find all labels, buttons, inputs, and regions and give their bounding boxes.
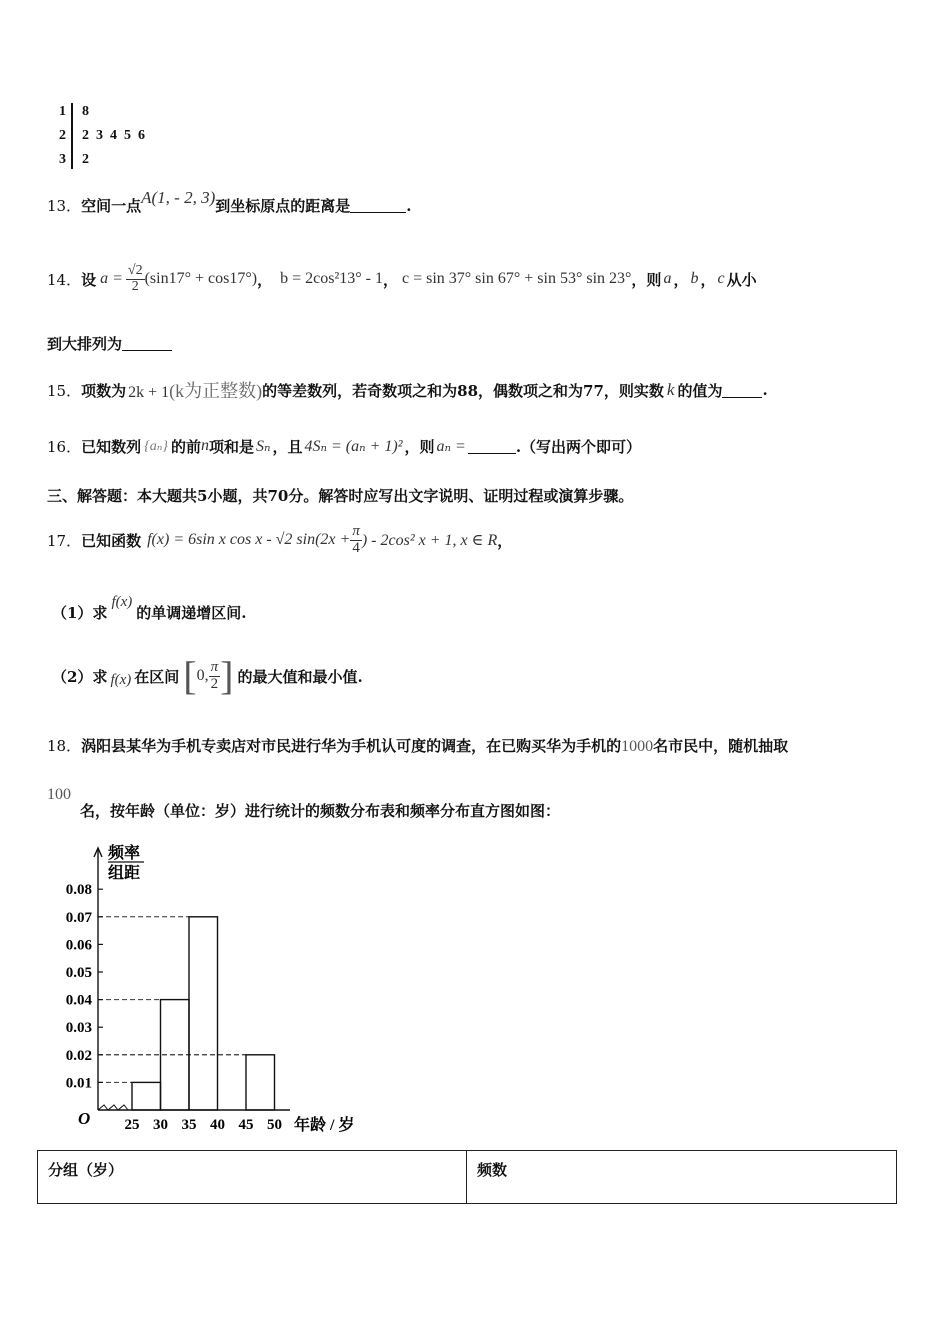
origin-label: O xyxy=(78,1109,91,1128)
question-18-continued: 名，按年龄（单位：岁）进行统计的频数分布表和频率分布直方图如图： xyxy=(80,802,561,820)
question-text: ，则 xyxy=(404,437,435,456)
x-tick-label: 45 xyxy=(238,1117,254,1133)
table-header-cell: 分组（岁） xyxy=(38,1151,467,1204)
fraction-numerator: √2 xyxy=(127,262,143,278)
expression-paren: (k为正整数) xyxy=(169,381,263,401)
question-text: .（写出两个即可） xyxy=(515,437,642,456)
axis-break xyxy=(98,1105,128,1110)
interval-start: 0, xyxy=(196,667,209,684)
question-text: 涡阳县某华为手机专卖店对市民进行华为手机认可度的调查，在已购买华为手机的 xyxy=(81,737,622,755)
x-axis-label: 年龄 / 岁 xyxy=(294,1117,355,1134)
frequency-histogram xyxy=(50,838,370,1138)
variable-b: b xyxy=(690,270,699,287)
y-tick-label: 0.02 xyxy=(65,1047,92,1064)
y-tick-label: 0.06 xyxy=(65,937,92,954)
fraction-denominator: 2 xyxy=(131,278,139,294)
function-fx: f(x) xyxy=(110,671,132,688)
x-tick-label: 40 xyxy=(210,1117,225,1133)
question-14-continued xyxy=(47,333,172,354)
question-text: ， xyxy=(257,270,273,289)
question-17 xyxy=(47,515,512,565)
question-number: 17． xyxy=(47,531,82,550)
question-text: 在区间 xyxy=(134,667,180,686)
a-expression: (sin17° + cos17°) xyxy=(144,270,258,287)
question-text: ， xyxy=(700,270,716,289)
variable-k: k xyxy=(666,380,675,399)
x-tick-label: 25 xyxy=(124,1117,140,1133)
question-text: 项和是 xyxy=(209,437,255,456)
question-number: 16． xyxy=(47,437,82,456)
y-tick-label: 0.08 xyxy=(65,882,92,899)
stem-divider xyxy=(71,103,73,169)
question-text: 到坐标原点的距离是 xyxy=(215,197,351,215)
x-tick-label: 35 xyxy=(181,1117,197,1133)
leaf-values: 8 xyxy=(82,104,89,119)
function-fx: f(x) xyxy=(111,593,133,610)
sum-equation: 4Sₙ = (aₙ + 1)² xyxy=(304,438,403,455)
histogram-bar xyxy=(189,917,218,1110)
question-text: 空间一点 xyxy=(81,197,142,215)
answer-blank xyxy=(122,336,172,351)
fraction-numerator: π xyxy=(352,522,360,539)
question-text: 到大排列为 xyxy=(47,335,123,353)
question-number: 18． xyxy=(47,737,82,755)
b-definition: b = 2cos²13° - 1 xyxy=(280,270,383,287)
number-100: 100 xyxy=(47,786,71,803)
part-label: （2）求 xyxy=(52,667,108,686)
question-15 xyxy=(47,372,768,408)
variable-sn: Sₙ xyxy=(256,438,271,455)
y-tick-label: 0.05 xyxy=(65,965,92,981)
y-tick-label: 0.04 xyxy=(65,992,92,1009)
question-17-part-1 xyxy=(52,592,247,632)
question-text: 的等差数列，若奇数项之和为88，偶数项之和为77，则实数 xyxy=(262,381,664,400)
question-text: . xyxy=(406,197,412,215)
answer-blank xyxy=(350,198,406,213)
number-1000: 1000 xyxy=(621,738,654,755)
fraction-numerator: π xyxy=(210,658,219,675)
y-axis-label-top: 频率 xyxy=(108,845,141,862)
section-heading: 三、解答题：本大题共5小题，共70分。解答时应写出文字说明、证明过程或演算步骤。 xyxy=(47,487,634,505)
fraction-pi-over-2 xyxy=(209,660,221,693)
leaf-values: 2 3 4 5 6 xyxy=(82,128,145,143)
point-a: A(1, - 2, 3) xyxy=(141,188,216,207)
y-tick-label: 0.03 xyxy=(65,1020,92,1037)
answer-blank xyxy=(722,383,762,398)
frequency-table xyxy=(37,1150,897,1204)
a-definition: a = xyxy=(100,270,123,287)
stem-value: 3 xyxy=(59,152,66,167)
question-text: . xyxy=(762,381,768,399)
question-text: 项数为 xyxy=(81,381,127,400)
c-definition: c = sin 37° sin 67° + sin 53° sin 23° xyxy=(401,270,632,287)
question-text: 从小 xyxy=(726,270,757,289)
variable-c: c xyxy=(717,270,725,287)
variable-an: aₙ = xyxy=(436,438,466,455)
question-18 xyxy=(47,735,788,756)
question-text: ， xyxy=(382,270,398,289)
function-definition-tail: ) - 2cos² x + 1, x ∈ R xyxy=(361,532,498,549)
question-text: 的前 xyxy=(170,437,201,456)
variable-n: n xyxy=(201,437,209,454)
interval-bracket: [ 0, $\frac{\pi}{2}$ ] xyxy=(183,653,234,698)
answer-blank xyxy=(468,439,516,454)
leaf-values: 2 xyxy=(82,152,89,167)
stem-value: 1 xyxy=(59,104,66,119)
question-text: 的值为 xyxy=(677,381,723,400)
x-tick-label: 30 xyxy=(153,1117,168,1133)
fraction-denominator: 2 xyxy=(210,675,219,692)
variable-a: a xyxy=(663,270,672,287)
question-13 xyxy=(47,188,411,216)
y-tick-label: 0.01 xyxy=(65,1075,92,1092)
question-text: 已知数列 xyxy=(81,437,142,456)
question-number: 15． xyxy=(47,381,82,400)
term-count-expression: 2k + 1(k为正整数) xyxy=(128,381,263,401)
question-number: 14． xyxy=(47,270,82,289)
question-number: 13． xyxy=(47,197,82,215)
y-axis-label-bottom: 组距 xyxy=(108,865,141,882)
table-header-cell: 频数 xyxy=(467,1151,897,1204)
function-definition: f(x) = 6sin x cos x - √2 sin(2x + xyxy=(147,531,351,548)
question-text: ，且 xyxy=(272,437,303,456)
part-label: （1）求 xyxy=(52,603,108,622)
fraction-denominator: 4 xyxy=(352,539,360,556)
question-17-part-2 xyxy=(52,650,363,702)
x-tick-label: 50 xyxy=(267,1117,282,1133)
question-text: 名市民中，随机抽取 xyxy=(653,737,789,755)
histogram-bar xyxy=(132,1082,161,1110)
y-tick-label: 0.07 xyxy=(65,909,92,926)
fraction-pi-over-4 xyxy=(350,524,362,557)
question-text: ， xyxy=(673,270,689,289)
fraction-sqrt2-over-2 xyxy=(126,264,145,294)
question-16 xyxy=(47,428,641,464)
question-text: 的单调递增区间. xyxy=(136,603,247,622)
table-header-row xyxy=(38,1151,897,1204)
question-text: ， xyxy=(497,531,513,550)
question-text: 已知函数 xyxy=(81,531,142,550)
question-text: 设 xyxy=(81,270,97,289)
question-text: 的最大值和最小值. xyxy=(237,667,363,686)
question-text: ，则 xyxy=(631,270,662,289)
question-14 xyxy=(47,254,757,304)
histogram-bar xyxy=(246,1055,275,1110)
sequence-notation: {aₙ} xyxy=(144,438,168,454)
stem-value: 2 xyxy=(59,128,66,143)
